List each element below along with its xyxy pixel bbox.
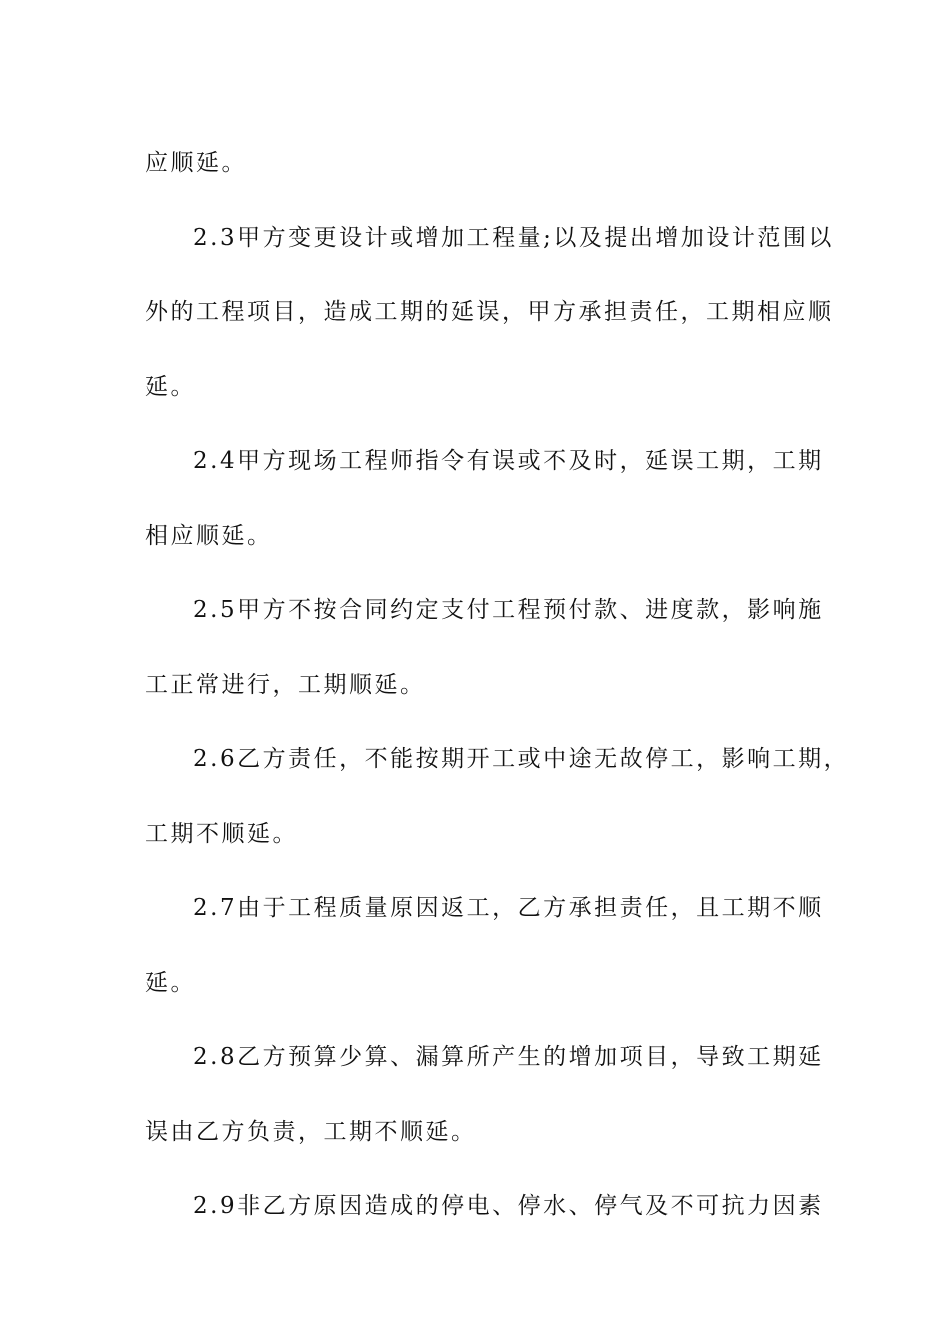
clause-2-3-line-1: 2.3甲方变更设计或增加工程量;以及提出增加设计范围以	[193, 224, 834, 251]
document-body	[145, 126, 850, 1244]
clause-2-7-line-2: 延。	[145, 969, 196, 996]
clause-2-6-line-2: 工期不顺延。	[145, 820, 298, 847]
clause-2-7-line-1: 2.7由于工程质量原因返工，乙方承担责任，且工期不顺	[193, 895, 824, 921]
clause-2-4-line-2: 相应顺延。	[145, 522, 273, 549]
clause-2-6-line-1: 2.6乙方责任，不能按期开工或中途无故停工，影响工期，	[193, 746, 850, 772]
clause-2-5-line-1: 2.5甲方不按合同约定支付工程预付款、进度款，影响施	[193, 597, 824, 623]
clause-2-3-line-3: 延。	[145, 373, 196, 400]
clause-2-5-line-2: 工正常进行，工期顺延。	[145, 671, 426, 698]
clause-2-8-line-2: 误由乙方负责，工期不顺延。	[145, 1118, 477, 1145]
clause-2-3-line-2: 外的工程项目，造成工期的延误，甲方承担责任，工期相应顺	[145, 299, 834, 325]
clause-2-8-line-1: 2.8乙方预算少算、漏算所产生的增加项目，导致工期延	[193, 1044, 824, 1070]
text-line: 应顺延。	[145, 150, 247, 176]
clause-2-9-line-1: 2.9非乙方原因造成的停电、停水、停气及不可抗力因素	[193, 1193, 824, 1219]
clause-2-4-line-1: 2.4甲方现场工程师指令有误或不及时，延误工期，工期	[193, 448, 824, 474]
